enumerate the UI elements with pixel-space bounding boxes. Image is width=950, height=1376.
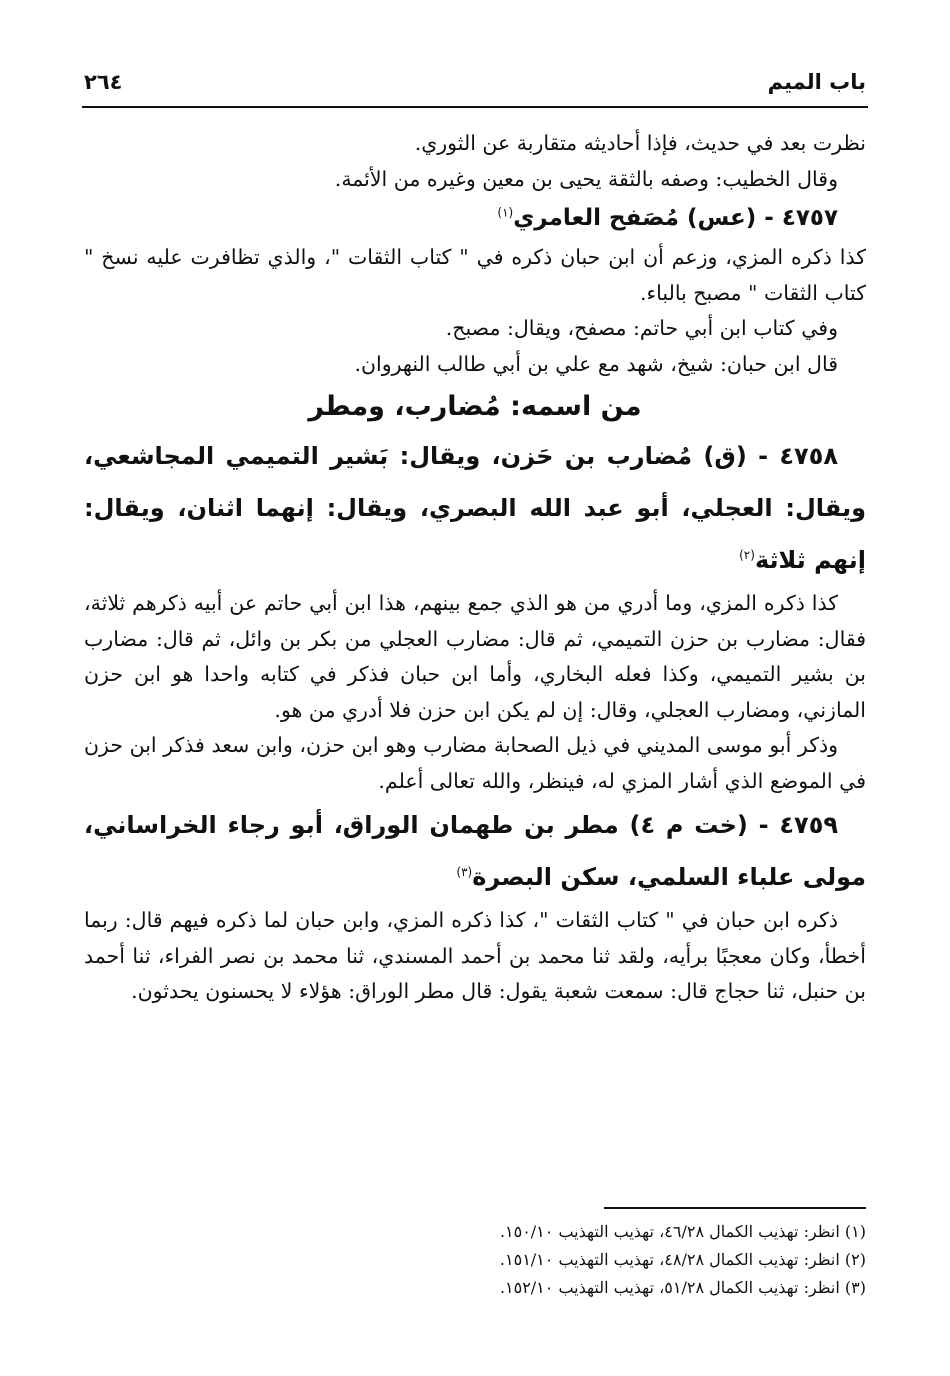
section-heading: من اسمه: مُضارب، ومطر xyxy=(308,391,642,422)
footnote-ref: (٣) xyxy=(456,865,473,879)
footnote: (٢) انظر: تهذيب الكمال ٤٨/٢٨، تهذيب التهذيب ١٥١/١٠. xyxy=(499,1250,866,1269)
entry-title: ٤٧٥٩ - (خت م ٤) مطر بن طهمان الوراق، أبو رجاء الخراساني، مولى علباء السلمي، سكن البصرة xyxy=(84,811,866,891)
entry-title: ٤٧٥٨ - (ق) مُضارب بن حَزن، ويقال: بَشير التميمي المجاشعي، ويقال: العجلي، أبو عبد الله البصري، ويقال: إنهما اثنان، ويقال: إنهم ثلاثة xyxy=(84,442,866,574)
running-header xyxy=(84,66,866,100)
paragraph: كذا ذكره المزي، وزعم أن ابن حبان ذكره في " كتاب الثقات "، والذي تظافرت عليه نسخ " كتاب الثقات " مصبح بالباء. xyxy=(84,245,866,305)
footnote-rule xyxy=(604,1207,866,1209)
paragraph: وذكر أبو موسى المديني في ذيل الصحابة مضارب وهو ابن حزن، وابن سعد فذكر ابن حزن في الموضع الذي أشار المزي له، فينظر، والله تعالى أعلم. xyxy=(84,733,866,793)
chapter-title: باب الميم xyxy=(767,70,866,94)
entry-title: ٤٧٥٧ - (عس) مُصَفح العامري xyxy=(513,205,838,231)
paragraph: ذكره ابن حبان في " كتاب الثقات "، كذا ذكره المزي، وابن حبان لما ذكره فيهم قال: ربما أخطأ، وكان معجبًا برأيه، ولقد ثنا محمد بن أحمد المسندي، ثنا محمد بن نصر الفراء، ثنا أحمد بن حنبل، ثنا حجاج قال: سمعت شعبة يقول: قال مطر الوراق: هؤلاء لا يحسنون يحدثون. xyxy=(84,908,866,1003)
paragraph: كذا ذكره المزي، وما أدري من هو الذي جمع بينهم، هذا ابن أبي حاتم عن أبيه ذكرهم ثلاثة، فقال: مضارب بن حزن التميمي، ثم قال: مضارب العجلي من بكر بن وائل، ثم قال: مضارب بن بشير التميمي، وكذا فعله البخاري، وأما ابن حبان فذكر في كتابه واحدا هو ابن حزن المازني، ومضارب العجلي، وقال: إن لم يكن ابن حزن فلا أدري من هو. xyxy=(84,591,866,722)
header-rule xyxy=(82,106,868,108)
page-number: ٢٦٤ xyxy=(84,70,123,94)
entry-heading-4758 xyxy=(84,430,866,586)
footnotes xyxy=(84,1218,866,1302)
paragraph: قال ابن حبان: شيخ، شهد مع علي بن أبي طالب النهروان. xyxy=(354,351,838,376)
text-line: نظرت بعد في حديث، فإذا أحاديثه متقاربة عن الثوري. xyxy=(414,131,866,155)
text-line: وقال الخطيب: وصفه بالثقة يحيى بن معين وغيره من الأئمة. xyxy=(334,166,838,191)
entry-heading-4757 xyxy=(84,200,866,237)
footnote-ref: (١) xyxy=(497,205,514,220)
entry-heading-4759 xyxy=(84,799,866,903)
footnote: (٣) انظر: تهذيب الكمال ٥١/٢٨، تهذيب التهذيب ١٥٢/١٠. xyxy=(499,1278,866,1297)
main-text xyxy=(84,126,866,1010)
paragraph: وفي كتاب ابن أبي حاتم: مصفح، ويقال: مصبح. xyxy=(445,316,838,340)
footnote-ref: (٢) xyxy=(739,548,755,562)
footnote: (١) انظر: تهذيب الكمال ٤٦/٢٨، تهذيب التهذيب ١٥٠/١٠. xyxy=(499,1222,866,1241)
